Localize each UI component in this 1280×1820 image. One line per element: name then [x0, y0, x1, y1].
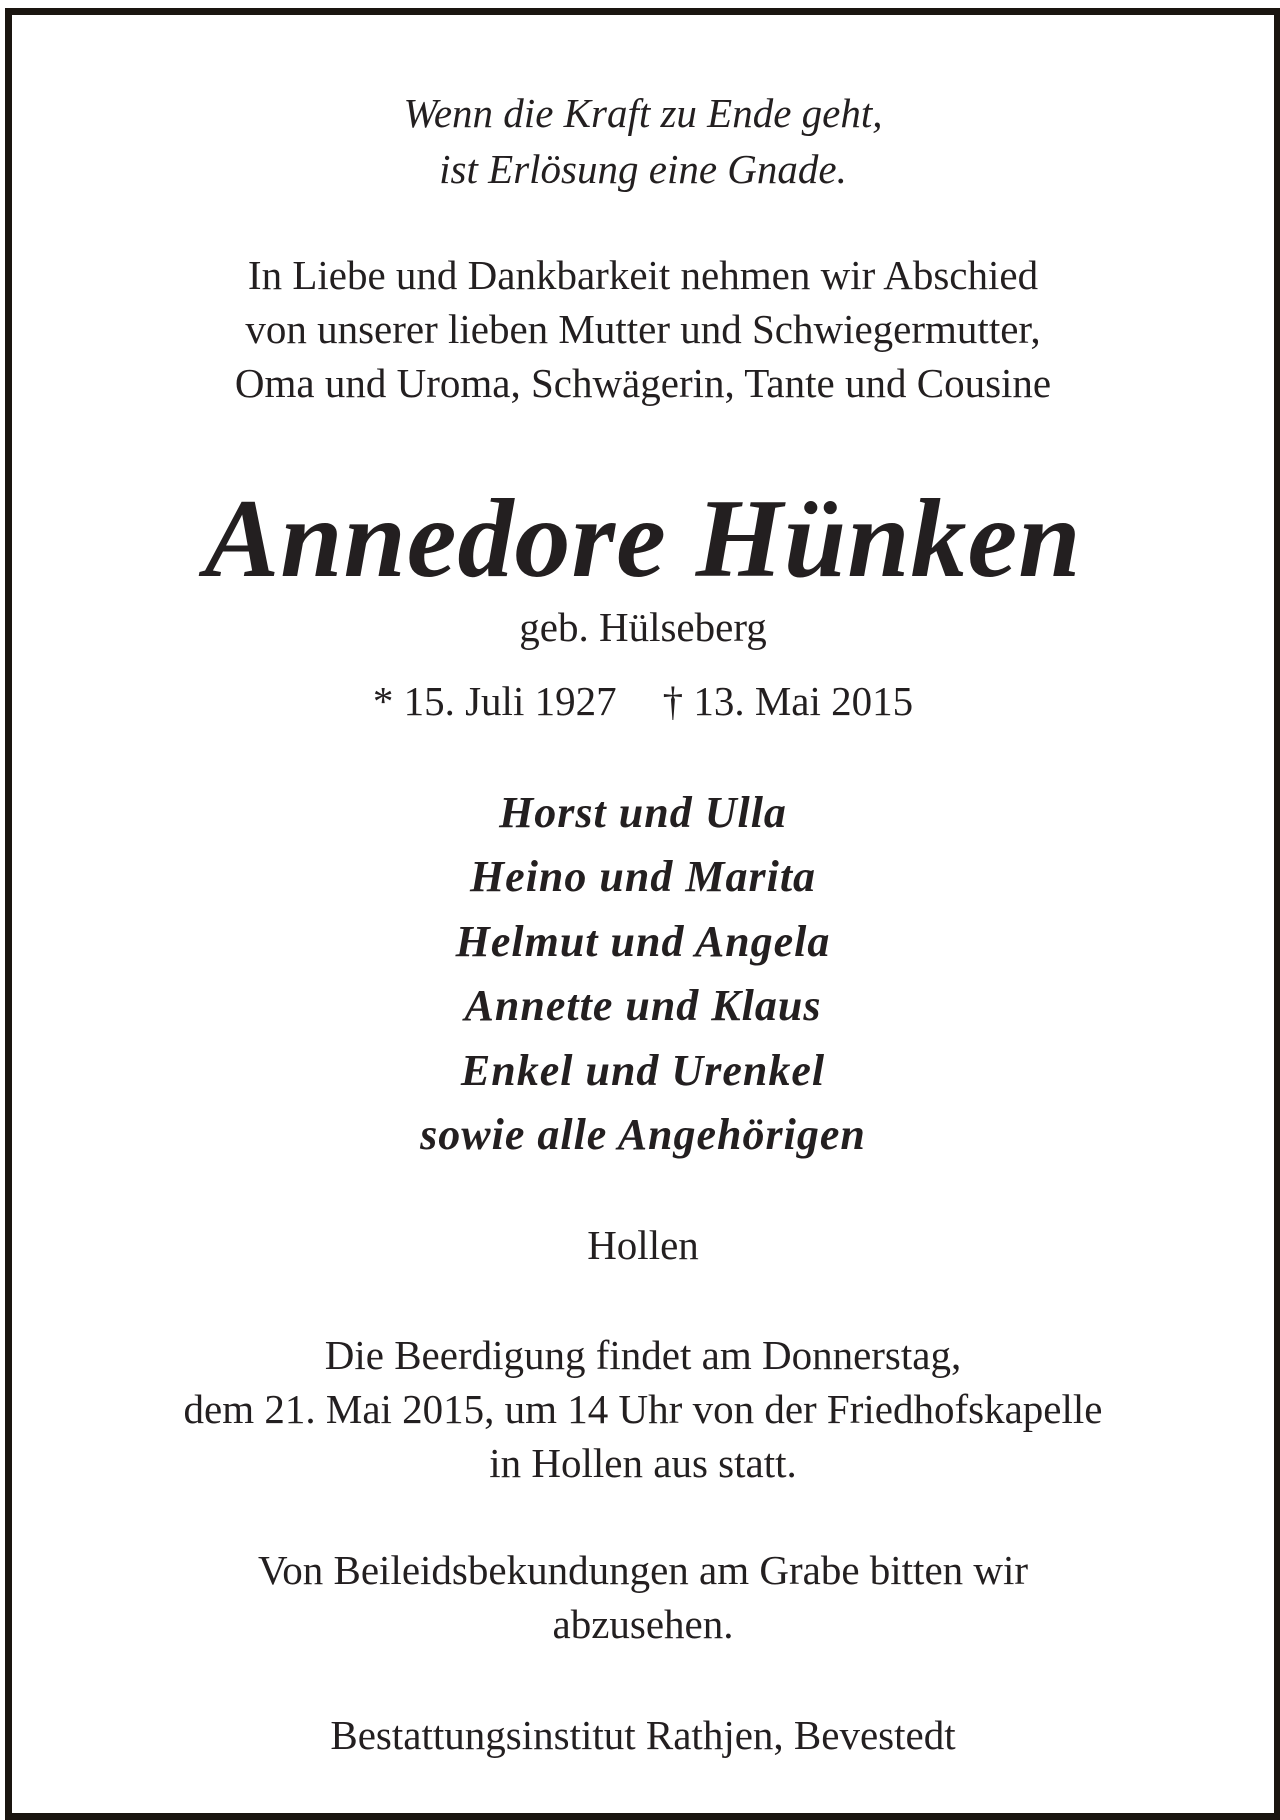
place: Hollen [587, 1222, 699, 1268]
intro-line-2: von unserer lieben Mutter und Schwiegermutter, [245, 306, 1041, 352]
funeral-line-1: Die Beerdigung findet am Donnerstag, [324, 1332, 962, 1378]
condolence-line-2: abzusehen. [552, 1601, 734, 1647]
mourner-line: Horst und Ulla [499, 788, 787, 837]
intro-line-1: In Liebe und Dankbarkeit nehmen wir Abschied [247, 252, 1039, 298]
mourner-line: Helmut und Angela [455, 917, 831, 966]
deceased-name: Annedore Hünken [204, 477, 1082, 601]
condolence-line-1: Von Beileidsbekundungen am Grabe bitten wir [257, 1547, 1029, 1593]
obituary-notice [5, 8, 1280, 1820]
life-dates [12, 678, 1274, 724]
mourner-line: Enkel und Urenkel [460, 1046, 826, 1095]
maiden-name: geb. Hülseberg [519, 604, 767, 650]
quote-line-2: ist Erlösung eine Gnade. [439, 146, 847, 192]
mourner-line: Heino und Marita [469, 852, 817, 901]
birth-date: * 15. Juli 1927 [372, 678, 617, 724]
mourner-line: sowie alle Angehörigen [420, 1110, 866, 1159]
intro-line-3: Oma und Uroma, Schwägerin, Tante und Cousine [234, 360, 1052, 406]
death-date: † 13. Mai 2015 [662, 678, 914, 724]
funeral-line-2: dem 21. Mai 2015, um 14 Uhr von der Friedhofskapelle [183, 1386, 1103, 1432]
quote-line-1: Wenn die Kraft zu Ende geht, [403, 90, 883, 136]
undertaker: Bestattungsinstitut Rathjen, Bevestedt [330, 1712, 956, 1758]
funeral-line-3: in Hollen aus statt. [489, 1440, 797, 1486]
mourner-line: Annette und Klaus [464, 981, 822, 1030]
